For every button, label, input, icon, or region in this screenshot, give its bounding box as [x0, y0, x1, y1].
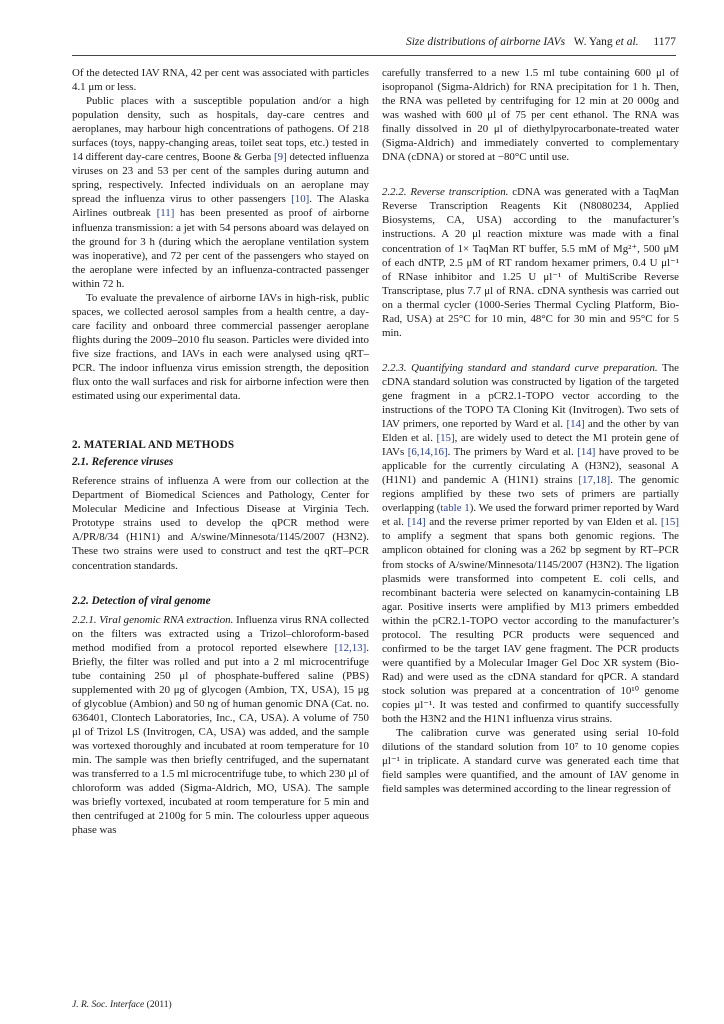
subsection-heading: 2.2. Detection of viral genome	[72, 594, 211, 607]
paragraph	[72, 613, 369, 838]
text-run: . Briefly, the filter was rolled and put into a 2 ml microcentrifuge tube containing 250 μl of phosphate-buffered saline (PBS) supplemented with 20 μg of glycogen (Ambion, TX, USA), 15 μg of glycoblue (Ambion) and 50 ng of human genomic DNA (Cat. no. 636401, Clontech Laboratories, Inc., CA, USA). A volume of 750 μl of Trizol LS (Invitrogen, CA, USA) was added, and the sample was vortexed thoroughly and incubated at room temperature for 10 min. The sample was then briefly centrifuged, and the supernatant was transferred to a 1.5 ml microcentrifuge tube, to which 230 μl of chloroform was added (Sigma-Aldrich, MO, USA). The sample was briefly vortexed, incubated at room temperature for 5 min and then centrifuged at 2100g for 5 min. The colourless upper aqueous phase was	[72, 641, 369, 837]
text-run: ). We used the forward primer reported by Ward et al.	[382, 502, 679, 529]
citation-link[interactable]: [14]	[566, 418, 585, 431]
citation-link[interactable]: [6,14,16]	[407, 446, 448, 459]
authors-etal: et al.	[615, 36, 639, 48]
left-column	[72, 66, 369, 837]
authors-main: W. Yang	[573, 36, 616, 48]
text-run: and the other by van Elden et al.	[382, 418, 680, 445]
paragraph: carefully transferred to a new 1.5 ml tube containing 600 μl of isopropanol (Sigma-Aldrich) for RNA precipitation for 1 h. Then, the RNA was pelleted by centrifuging for 12 min at 20 000g and was washed with 600 μl of 75 per cent ethanol. The RNA was finally dissolved in 20 μl of diethylpyrocarbonate-treated water (Sigma-Aldrich) and immediately converted to complementary DNA (cDNA) or stored at −80°C until use.	[382, 67, 679, 164]
citation-link[interactable]: [15]	[436, 432, 455, 445]
subsubsection-title: 2.2.2. Reverse transcription.	[382, 186, 509, 199]
text-run: and the reverse primer reported by van Elden et al.	[425, 516, 661, 529]
text-run: detected influenza viruses on 23 and 53 per cent of the samples during autumn and spring, respectively. Infected individuals on an aeroplane may spread the influenza virus to other passengers	[72, 151, 369, 206]
citation-link[interactable]: [14]	[407, 516, 426, 529]
text-run: Public places with a susceptible population and/or a high population density, such as hospitals, day-care centres and aeroplanes, may harbour high concentrations of pathogens. Of 218 surfaces (toys, nappy-changing areas, toilet seat tops, etc.) tested in 14 different day-care centres, Boone & Gerba	[72, 95, 369, 164]
citation-link[interactable]: [11]	[156, 207, 175, 220]
text-run: . The Alaska Airlines outbreak	[72, 193, 369, 220]
subsection-heading: 2.1. Reference viruses	[72, 456, 174, 469]
text-run: cDNA was generated with a TaqMan Reverse Transcription Reagents Kit (N8080234, Applied Biosystems, CA, USA) according to the manufacturer’s instructions. A 20 μl reaction mixture was made with a final concentration of 1× TaqMan RT buffer, 5.5 mM of Mg²⁺, 500 μM of each dNTP, 2.5 μM of RT random hexamer primers, 0.4 U μl⁻¹ of RNase inhibitor and 1.25 U μl⁻¹ of MultiScribe Reverse Transcriptase, plus 7.7 μl of RNA. cDNA synthesis was carried out on a thermal cycler (1000-Series Thermal Cycling Platform, Bio-Rad, USA) at 25°C for 10 min, 48°C for 30 min and 95°C for 5 min.	[382, 186, 679, 339]
text-run: . The primers by Ward et al.	[447, 446, 578, 459]
paragraph: Reference strains of influenza A were from our collection at the Department of Biomedical Sciences and Pathology, Center for Molecular Medicine and Infectious Disease at Virginia Tech. Prototype strains used to develop the qPCR method were A/PR/8/34 (H1N1) and A/swine/Minnesota/1145/2007 (H3N2). These two strains were used to construct and test the qRT–PCR concentration standards.	[72, 475, 369, 572]
paragraph	[382, 361, 679, 726]
subsubsection-title: 2.2.3. Quantifying standard and standard curve preparation.	[382, 361, 658, 374]
text-run: have proved to be applicable for the currently circulating A (H3N2), seasonal A (H1N1) and pandemic A (H1N1) strains	[382, 446, 679, 487]
page-footer	[72, 1000, 172, 1010]
spacer	[72, 403, 369, 424]
paragraph: To evaluate the prevalence of airborne IAVs in high-risk, public spaces, we collected aerosol samples from a health centre, a day-care facility and onboard three commercial passenger aeroplane flights during the 2009–2010 flu season. Particles were divided into five size fractions, and IAVs in each were analysed using qRT–PCR. The indoor influenza virus emission strength, the deposition flux onto the wall surfaces and risk for airborne infection were then estimated using our experimental data.	[72, 291, 369, 403]
citation-link[interactable]: [17,18]	[578, 474, 611, 487]
header-authors	[574, 36, 639, 48]
right-column	[382, 66, 679, 796]
spacer	[72, 424, 369, 438]
paragraph: The calibration curve was generated using serial 10-fold dilutions of the standard solution from 10⁷ to 10 genome copies μl⁻¹ in triplicate. A standard curve was generated each time that field samples were quantified, and the amount of IAV genome in field samples was determined according to the linear regression of	[382, 727, 679, 796]
text-run: . The genomic regions amplified by these two sets of primers are partially overlapping (	[382, 474, 679, 515]
spacer	[382, 340, 679, 361]
paragraph: Of the detected IAV RNA, 42 per cent was associated with particles 4.1 μm or less.	[72, 67, 369, 94]
text-run: has been presented as proof of airborne influenza transmission: a jet with 54 persons aboard was delayed on the ground for 3 h (during which the aeroplane ventilation system was inoperative), and 72 per cent of the passengers who stayed on the aeroplane were infected by an influenza-contracted passenger within 72 h.	[72, 207, 369, 290]
page-number: 1177	[653, 36, 676, 48]
paragraph	[382, 185, 679, 340]
citation-link[interactable]: [14]	[577, 446, 596, 459]
citation-link[interactable]: [15]	[660, 516, 679, 529]
journal-year: (2011)	[144, 1000, 172, 1010]
spacer	[382, 164, 679, 185]
text-run: The cDNA standard solution was constructed by ligation of the targeted gene fragment in a pCR2.1-TOPO vector according to the instructions of the TOPO TA Cloning Kit (Invitrogen). Two sets of IAV primers, one reported by Ward et al.	[382, 361, 679, 431]
citation-link[interactable]: [12,13]	[334, 641, 367, 654]
page-header	[72, 36, 676, 56]
text-run: Influenza virus RNA collected on the filters was extracted using a Trizol–chloroform-based method modified from a protocol reported elsewhere	[72, 613, 369, 654]
citation-link[interactable]: [10]	[291, 193, 310, 206]
citation-link[interactable]: [9]	[274, 151, 287, 164]
journal-name: J. R. Soc. Interface	[72, 1000, 145, 1010]
section-heading: 2. MATERIAL AND METHODS	[72, 439, 235, 452]
paragraph	[72, 94, 369, 291]
text-run: to amplify a segment that spans both genomic regions. The amplicon obtained for cloning was a 262 bp segment by RT–PCR from stocks of A/swine/Minnesota/1145/2007 (H3N2). The ligation plasmids were transformed into competent E. coli cells, and recombinant bacteria were selected on kanamycin-containing LB agar. Positive inserts were amplified by M13 primers embedded within the pCR2.1-TOPO vector according to the manufacturer’s protocol. The resulting PCR products were sequenced and confirmed to be the target IAV gene fragment. The PCR products were quantified by a Molecular Imager Gel Doc XR system (Bio-Rad) and were used as the cDNA standard for qPCR. A standard stock solution was prepared at a concentration of 10¹⁰ genome copies μl⁻¹. It was tested and confirmed to quantify successfully both the H3N2 and the H1N1 influenza virus strains.	[382, 530, 679, 726]
spacer	[72, 573, 369, 594]
running-title: Size distributions of airborne IAVs	[405, 36, 566, 48]
subsubsection-title: 2.2.1. Viral genomic RNA extraction.	[72, 613, 234, 626]
table-link[interactable]: table 1	[440, 502, 470, 515]
text-run: , are widely used to detect the M1 protein gene of IAVs	[382, 432, 680, 459]
